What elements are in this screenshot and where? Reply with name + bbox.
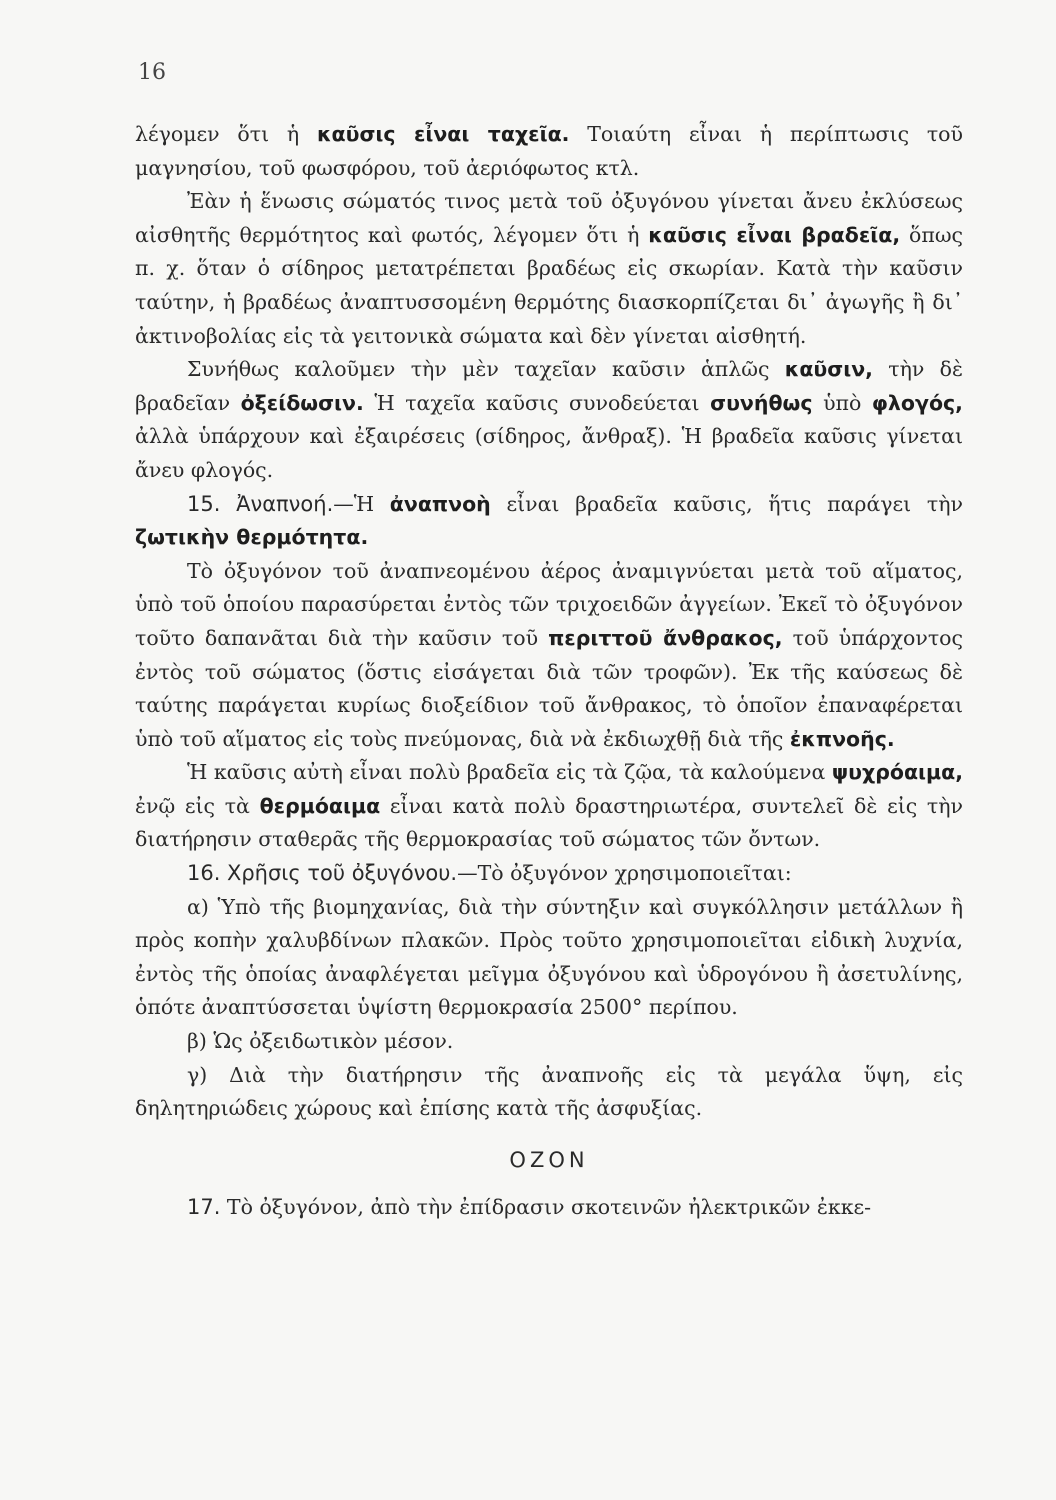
bold-term: καῦσιν, bbox=[784, 357, 873, 382]
list-item-c: γ) Διὰ τὴν διατήρησιν τῆς ἀναπνοῆς εἰς τὰ μεγάλα ὕψη, εἰς δηλητηριώδεις χώρους καὶ ἐπίσης κατὰ τῆς ἀσφυξίας. bbox=[135, 1062, 963, 1121]
section-title-ozone: ΟΖΟΝ bbox=[509, 1147, 589, 1172]
bold-term: ὀξείδωσιν. bbox=[240, 390, 364, 415]
bold-term: καῦσις εἶναι βραδεῖα, bbox=[648, 222, 901, 247]
paragraph-1: λέγομεν ὅτι ἡ καῦσις εἶναι ταχεῖα. Τοιαύτη εἶναι ἡ περίπτωσις τοῦ μαγνησίου, τοῦ φωσφόρου, τοῦ ἀεριόφωτος κτλ. bbox=[135, 122, 963, 180]
bold-term: καῦσις εἶναι ταχεῖα. bbox=[316, 122, 570, 146]
bold-term: φλογός, bbox=[871, 390, 963, 415]
page-number: 16 bbox=[138, 60, 166, 85]
paragraph-2: Ἐὰν ἡ ἕνωσις σώματός τινος μετὰ τοῦ ὀξυγόνου γίνεται ἄνευ ἐκλύσεως αἰσθητῆς θερμότητος καὶ φωτός, λέγομεν ὅτι ἡ καῦσις εἶναι βραδεῖα, ὅπως π. χ. ὅταν ὁ σίδηρος μετατρέπεται βραδέως εἰς σκωρίαν. Κατὰ τὴν καῦσιν ταύτην, ἡ βραδέως ἀναπτυσσομένη θερμότης διασκορπίζεται δι᾿ ἀγωγῆς ἢ δι᾿ ἀκτινοβολίας εἰς τὰ γειτονικὰ σώματα καὶ δὲν γίνεται αἰσθητή. bbox=[135, 189, 964, 348]
bold-term: συνήθως bbox=[710, 390, 813, 415]
bold-term: ζωτικὴν θερμότητα. bbox=[135, 525, 369, 550]
section-15-paragraph: 15. Ἀναπνοή.—Ἡ ἀναπνοὴ εἶναι βραδεῖα καῦσις, ἥτις παράγει τὴν ζωτικὴν θερμότητα. bbox=[135, 491, 963, 550]
paragraph-6: Ἡ καῦσις αὐτὴ εἶναι πολὺ βραδεῖα εἰς τὰ ζῷα, τὰ καλούμενα ψυχρόαιμα, ἐνῷ εἰς τὰ θερμόαιμα εἶναι κατὰ πολὺ δραστηριωτέρα, συντελεῖ δὲ εἰς τὴν διατήρησιν σταθερᾶς τῆς θερμοκρασίας τοῦ σώματος τῶν ὄντων. bbox=[135, 760, 963, 852]
list-item-b: β) Ὡς ὀξειδωτικὸν μέσον. bbox=[187, 1029, 454, 1054]
page-body bbox=[135, 118, 963, 1225]
bold-term: θερμόαιμα bbox=[259, 793, 381, 818]
bold-term: ἐκπνοῆς. bbox=[789, 726, 895, 751]
paragraph-3: Συνήθως καλοῦμεν τὴν μὲν ταχεῖαν καῦσιν ἁπλῶς καῦσιν, τὴν δὲ βραδεῖαν ὀξείδωσιν. Ἡ ταχεῖα καῦσις συνοδεύεται συνήθως ὑπὸ φλογός, ἀλλὰ ὑπάρχουν καὶ ἐξαιρέσεις (σίδηρος, ἄνθραξ). Ἡ βραδεῖα καῦσις γίνεται ἄνευ φλογός. bbox=[135, 357, 963, 482]
section-17-paragraph: 17. Τὸ ὀξυγόνον, ἀπὸ τὴν ἐπίδρασιν σκοτεινῶν ἠλεκτρικῶν ἐκκε- bbox=[187, 1195, 872, 1220]
bold-term: ἀναπνοὴ bbox=[389, 491, 491, 516]
section-16-paragraph: 16. Χρῆσις τοῦ ὀξυγόνου.—Τὸ ὀξυγόνον χρησιμοποιεῖται: bbox=[187, 861, 792, 886]
section-number: 17. bbox=[187, 1195, 221, 1220]
section-heading: Ἀναπνοή. bbox=[236, 491, 334, 516]
paragraph-5: Τὸ ὀξυγόνον τοῦ ἀναπνεομένου ἀέρος ἀναμιγνύεται μετὰ τοῦ αἵματος, ὑπὸ τοῦ ὁποίου παρασύρεται ἐντὸς τῶν τριχοειδῶν ἀγγείων. Ἐκεῖ τὸ ὀξυγόνον τοῦτο δαπανᾶται διὰ τὴν καῦσιν τοῦ περιττοῦ ἄνθρακος, τοῦ ὑπάρχοντος ἐντὸς τοῦ σώματος (ὅστις εἰσάγεται διὰ τῶν τροφῶν). Ἐκ τῆς καύσεως δὲ ταύτης παράγεται κυρίως διοξείδιον τοῦ ἄνθρακος, τὸ ὁποῖον ἐπαναφέρεται ὑπὸ τοῦ αἵματος εἰς τοὺς πνεύμονας, διὰ νὰ ἐκδιωχθῇ διὰ τῆς ἐκπνοῆς. bbox=[135, 558, 964, 751]
section-number: 16. bbox=[187, 861, 221, 886]
bold-term: περιττοῦ ἄνθρακος, bbox=[548, 625, 783, 650]
section-heading: Χρῆσις τοῦ ὀξυγόνου. bbox=[226, 861, 458, 886]
section-number: 15. bbox=[187, 491, 221, 516]
bold-term: ψυχρόαιμα, bbox=[831, 760, 963, 785]
list-item-a: α) Ὑπὸ τῆς βιομηχανίας, διὰ τὴν σύντηξιν καὶ συγκόλλησιν μετάλλων ἢ πρὸς κοπὴν χαλυβδίνων πλακῶν. Πρὸς τοῦτο χρησιμοποιεῖται εἰδικὴ λυχνία, ἐντὸς τῆς ὁποίας ἀναφλέγεται μεῖγμα ὀξυγόνου καὶ ὑδρογόνου ἢ ἀσετυλίνης, ὁπότε ἀναπτύσσεται ὑψίστη θερμοκρασία 2500° περίπου. bbox=[135, 894, 963, 1020]
